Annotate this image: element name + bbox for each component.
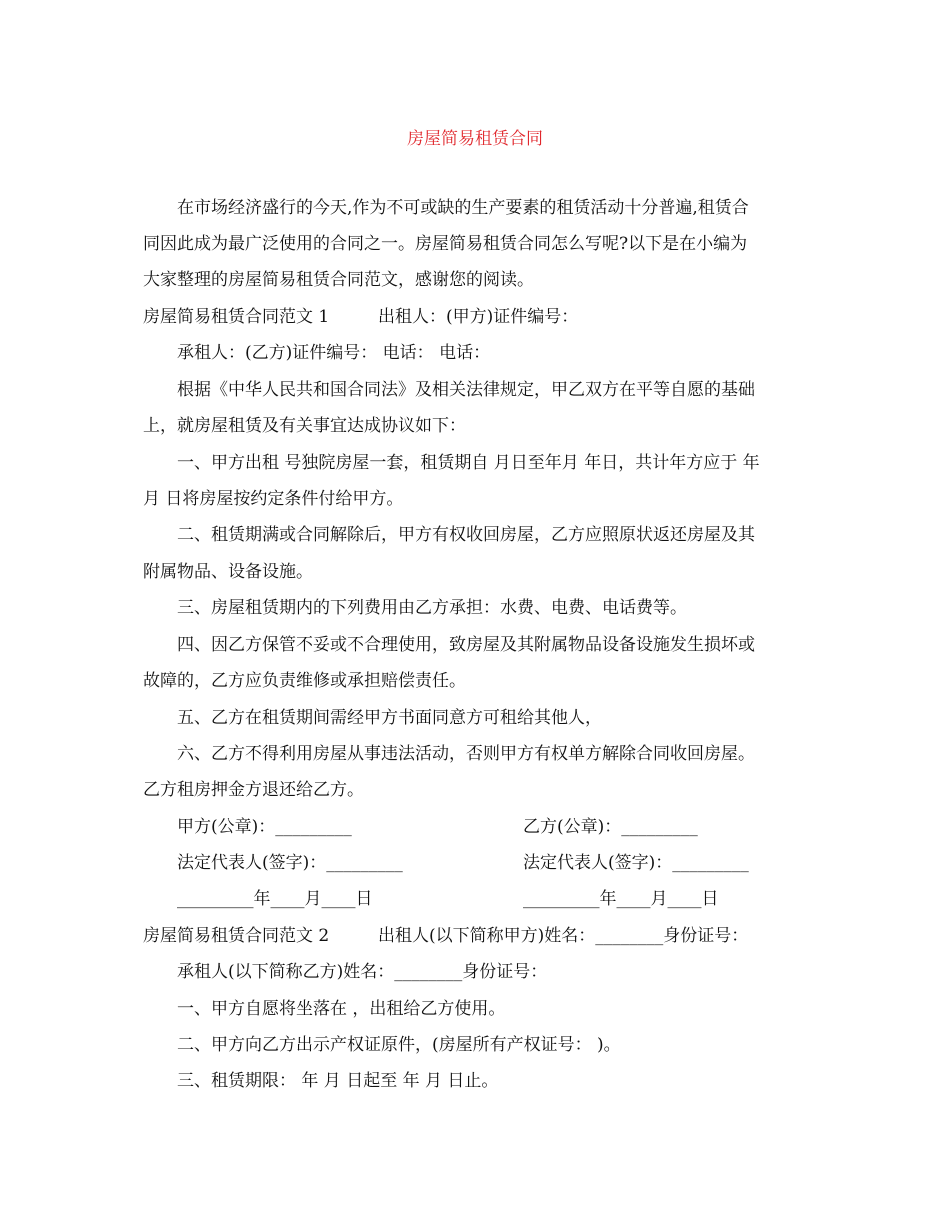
sample1-basis-line-2: 上，就房屋租赁及有关事宜达成协议如下： xyxy=(143,416,466,436)
party-a-date: _________年____月____日 xyxy=(177,889,373,909)
document-title: 房屋简易租赁合同 xyxy=(407,129,543,149)
sample1-basis-line-1: 根据《中华人民共和国合同法》及相关法律规定，甲乙双方在平等自愿的基础 xyxy=(177,380,755,400)
sample1-clause5: 五、乙方在租赁期间需经甲方书面同意方可租给其他人， xyxy=(177,708,602,728)
party-b-seal: 乙方(公章)：_________ xyxy=(523,817,698,837)
sample1-clause6-line-2: 乙方租房押金方退还给乙方。 xyxy=(143,780,364,800)
sample2-heading-row xyxy=(143,924,813,948)
sample1-clause2-line-1: 二、租赁期满或合同解除后，甲方有权收回房屋，乙方应照原状返还房屋及其 xyxy=(177,525,755,545)
sample1-clause6-line-1: 六、乙方不得利用房屋从事违法活动，否则甲方有权单方解除合同收回房屋。 xyxy=(177,744,755,764)
sample1-clause2-line-2: 附属物品、设备设施。 xyxy=(143,562,313,582)
sample1-clause1-line-2: 月 日将房屋按约定条件付给甲方。 xyxy=(143,489,404,509)
intro-line-2: 同因此成为最广泛使用的合同之一。房屋简易租赁合同怎么写呢?以下是在小编为 xyxy=(143,234,748,254)
signature-row-seal xyxy=(177,815,847,839)
sample2-clause3: 三、租赁期限： 年 月 日起至 年 月 日止。 xyxy=(177,1071,499,1091)
signature-row-rep xyxy=(177,851,847,875)
sample1-clause3: 三、房屋租赁期内的下列费用由乙方承担：水费、电费、电话费等。 xyxy=(177,598,687,618)
sample1-lessee: 承租人：(乙方)证件编号： 电话： 电话： xyxy=(177,343,491,363)
party-b-rep: 法定代表人(签字)：_________ xyxy=(523,853,749,873)
sample2-clause1: 一、甲方自愿将坐落在 ，出租给乙方使用。 xyxy=(177,999,506,1019)
sample2-clause2: 二、甲方向乙方出示产权证原件，(房屋所有产权证号： )。 xyxy=(177,1035,621,1055)
sample1-clause4-line-2: 故障的，乙方应负责维修或承担赔偿责任。 xyxy=(143,671,466,691)
party-b-date: _________年____月____日 xyxy=(523,889,719,909)
sample2-lessor: 出租人(以下简称甲方)姓名：________身份证号： xyxy=(378,926,749,946)
sample2-lessee: 承租人(以下简称乙方)姓名：________身份证号： xyxy=(177,962,548,982)
intro-line-1: 在市场经济盛行的今天,作为不可或缺的生产要素的租赁活动十分普遍,租赁合 xyxy=(177,198,749,218)
party-a-seal: 甲方(公章)：_________ xyxy=(177,817,352,837)
sample1-heading: 房屋简易租赁合同范文 1 xyxy=(143,307,330,327)
intro-line-3: 大家整理的房屋简易租赁合同范文，感谢您的阅读。 xyxy=(143,270,534,290)
sample1-clause4-line-1: 四、因乙方保管不妥或不合理使用，致房屋及其附属物品设备设施发生损坏或 xyxy=(177,635,755,655)
sample1-heading-row xyxy=(143,305,813,329)
party-a-rep: 法定代表人(签字)：_________ xyxy=(177,853,403,873)
sample1-lessor: 出租人：(甲方)证件编号： xyxy=(378,307,579,327)
sample1-clause1-line-1: 一、甲方出租 号独院房屋一套，租赁期自 月日至年月 年日，共计年方应于 年 xyxy=(177,453,760,473)
sample2-heading: 房屋简易租赁合同范文 2 xyxy=(143,926,330,946)
signature-row-date xyxy=(177,887,847,911)
